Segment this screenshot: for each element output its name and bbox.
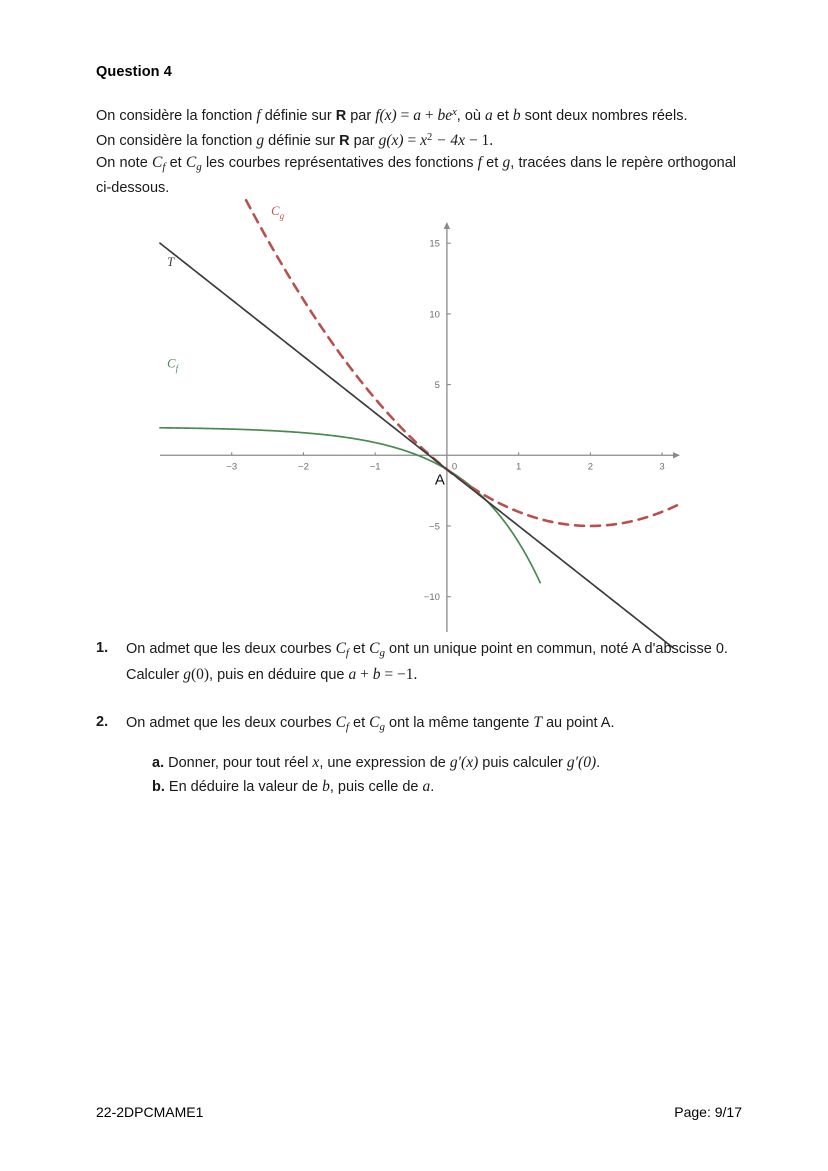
question-2-line-1	[126, 712, 741, 738]
intro-Cg-sub: g	[196, 161, 202, 173]
intro-Cf: C	[151, 154, 163, 171]
q1-plus: +	[356, 666, 373, 683]
intro-text-1d: , où	[456, 108, 485, 124]
intro-R: R	[335, 108, 347, 124]
curve-Cf	[160, 428, 540, 583]
question-1-number: 1.	[96, 640, 109, 656]
q2-text-c: au point A.	[541, 715, 615, 731]
x-tick-label: −3	[226, 461, 238, 473]
curve-label-T	[167, 255, 175, 269]
q1-g: g	[183, 666, 191, 683]
page-title: Question 4	[96, 64, 172, 80]
intro-x2: x	[420, 132, 427, 149]
curve-label-Cf	[167, 357, 180, 374]
curve-label-text-T: T	[167, 254, 175, 269]
question-2-subitems	[126, 752, 741, 798]
intro-e1: e	[445, 107, 453, 124]
subitem-b-text-2: , puis celle de	[329, 779, 423, 795]
q1-text-a: On admet que les deux courbes	[126, 641, 336, 657]
q1-Cg-sub: g	[379, 647, 385, 659]
q1-period: .	[413, 666, 418, 683]
curve-T	[160, 243, 673, 647]
intro-text-1e: sont deux nombres réels.	[520, 108, 688, 124]
question-item-2	[96, 712, 741, 798]
intro-gx: g(x)	[378, 132, 404, 149]
y-tick-label: 5	[434, 380, 440, 392]
intro-line-3	[96, 152, 736, 199]
subitem-a-text-2: , une expression de	[319, 755, 450, 771]
q1-a-sym: a	[348, 666, 357, 683]
intro-plus1: +	[420, 107, 438, 124]
subitem-a-gprime-x: g′(x)	[449, 754, 479, 771]
intro-text-2b: définie sur	[264, 133, 340, 149]
subitem-a-text-1: Donner, pour tout réel	[164, 755, 313, 771]
footer-page-number: Page: 9/17	[674, 1104, 742, 1120]
y-tick-label: −5	[429, 521, 440, 533]
q1-calc-b: , puis en déduire que	[209, 667, 349, 683]
intro-minus1: − 1.	[465, 132, 494, 149]
graph-canvas	[160, 203, 680, 632]
point-label-A: A	[434, 471, 445, 489]
subitem-b	[152, 776, 741, 798]
page-footer	[96, 1104, 742, 1120]
q1-b-sym: b	[372, 666, 381, 683]
intro-text-1c: par	[346, 108, 376, 124]
intro-text-2a: On considère la fonction	[96, 133, 257, 149]
q2-Cg-sub: g	[379, 721, 385, 733]
x-tick-label: 0	[451, 461, 458, 473]
intro-var-b: b	[512, 107, 521, 124]
intro-fx: f(x)	[375, 107, 397, 124]
q1-Cf-sub: f	[345, 647, 349, 659]
x-tick-label: −1	[369, 461, 381, 473]
subitem-a-x: x	[312, 754, 320, 771]
function-graph-figure	[160, 203, 680, 632]
intro-eq1: =	[396, 107, 414, 124]
subitem-b-text-1: En déduire la valeur de	[164, 779, 323, 795]
intro-f3: f	[477, 154, 482, 171]
subitem-a	[152, 752, 741, 774]
intro-line-1	[96, 102, 736, 127]
intro-et-3: et	[165, 155, 186, 171]
intro-var-a: a	[484, 107, 493, 124]
q1-eq: =	[380, 666, 398, 683]
q2-text-b: ont la même tangente	[384, 715, 534, 731]
intro-exp-2: 2	[426, 132, 433, 143]
questions-list	[96, 638, 741, 816]
intro-text-3a: On note	[96, 155, 152, 171]
intro-a1: a	[413, 107, 421, 124]
q2-T: T	[533, 714, 542, 731]
subitem-b-b: b	[322, 778, 330, 795]
q2-Cg: C	[369, 714, 380, 731]
intro-text-1b: définie sur	[260, 108, 336, 124]
curve-label-text-Cg: C	[271, 203, 280, 218]
question-item-1	[96, 638, 741, 686]
q2-text-a: On admet que les deux courbes	[126, 715, 336, 731]
y-tick-label: 10	[429, 309, 440, 321]
subitem-b-a: a	[422, 778, 431, 795]
intro-et-3b: et	[481, 155, 503, 171]
question-intro-block	[96, 64, 736, 199]
intro-et-1: et	[492, 108, 513, 124]
q1-g0: (0)	[190, 666, 210, 683]
x-tick-label: 1	[515, 461, 522, 473]
x-tick-label: −2	[298, 461, 309, 473]
intro-text-3b: les courbes représentatives des fonctions	[201, 155, 478, 171]
q1-val: −1	[397, 666, 414, 683]
q1-Cg: C	[369, 640, 380, 657]
intro-f: f	[256, 107, 261, 124]
q2-Cf: C	[335, 714, 346, 731]
intro-R2: R	[339, 133, 350, 149]
subitem-b-text-3: .	[430, 779, 435, 795]
intro-g: g	[256, 132, 265, 149]
intro-text-3c: , tracées dans le repère orthogonal ci-dessous.	[96, 155, 737, 196]
q1-Cf: C	[335, 640, 346, 657]
curve-label-text-Cf: C	[167, 356, 176, 371]
subitem-a-letter: a.	[152, 755, 165, 771]
question-2-number: 2.	[96, 714, 109, 730]
intro-text-1a: On considère la fonction	[96, 108, 257, 124]
intro-minus4x: − 4x	[432, 132, 466, 149]
question-1-line-1	[126, 638, 741, 664]
curve-label-sub-Cg: g	[279, 210, 285, 221]
intro-g3: g	[502, 154, 511, 171]
curve-label-Cg	[271, 204, 285, 221]
intro-Cf-sub: f	[162, 161, 166, 173]
subitem-b-letter: b.	[152, 779, 165, 795]
intro-line-2	[96, 127, 736, 152]
intro-text-2c: par	[349, 133, 379, 149]
subitem-a-text-4: .	[596, 755, 601, 771]
intro-b1: b	[437, 107, 446, 124]
intro-eq2: =	[403, 132, 421, 149]
y-tick-label: −10	[423, 592, 440, 604]
x-tick-label: 2	[587, 461, 593, 473]
q1-calc-a: Calculer	[126, 667, 184, 683]
q1-text-b: ont un unique point en commun, noté A d'abscisse 0.	[384, 641, 728, 657]
intro-exp-x: x	[452, 107, 457, 118]
question-1-line-2	[126, 664, 741, 686]
q2-et: et	[348, 715, 370, 731]
intro-paragraph	[96, 102, 736, 199]
q2-Cf-sub: f	[345, 721, 349, 733]
y-axis-arrow	[444, 222, 450, 229]
x-tick-label: 3	[659, 461, 665, 473]
x-axis-arrow	[673, 452, 680, 458]
curve-label-sub-Cf: f	[175, 363, 179, 374]
q1-et: et	[348, 641, 370, 657]
subitem-a-text-3: puis calculer	[478, 755, 567, 771]
subitem-a-gprime-0: g′(0)	[566, 754, 597, 771]
y-tick-label: 15	[429, 238, 440, 250]
footer-exam-code: 22-2DPCMAME1	[96, 1104, 204, 1120]
intro-Cg: C	[185, 154, 197, 171]
